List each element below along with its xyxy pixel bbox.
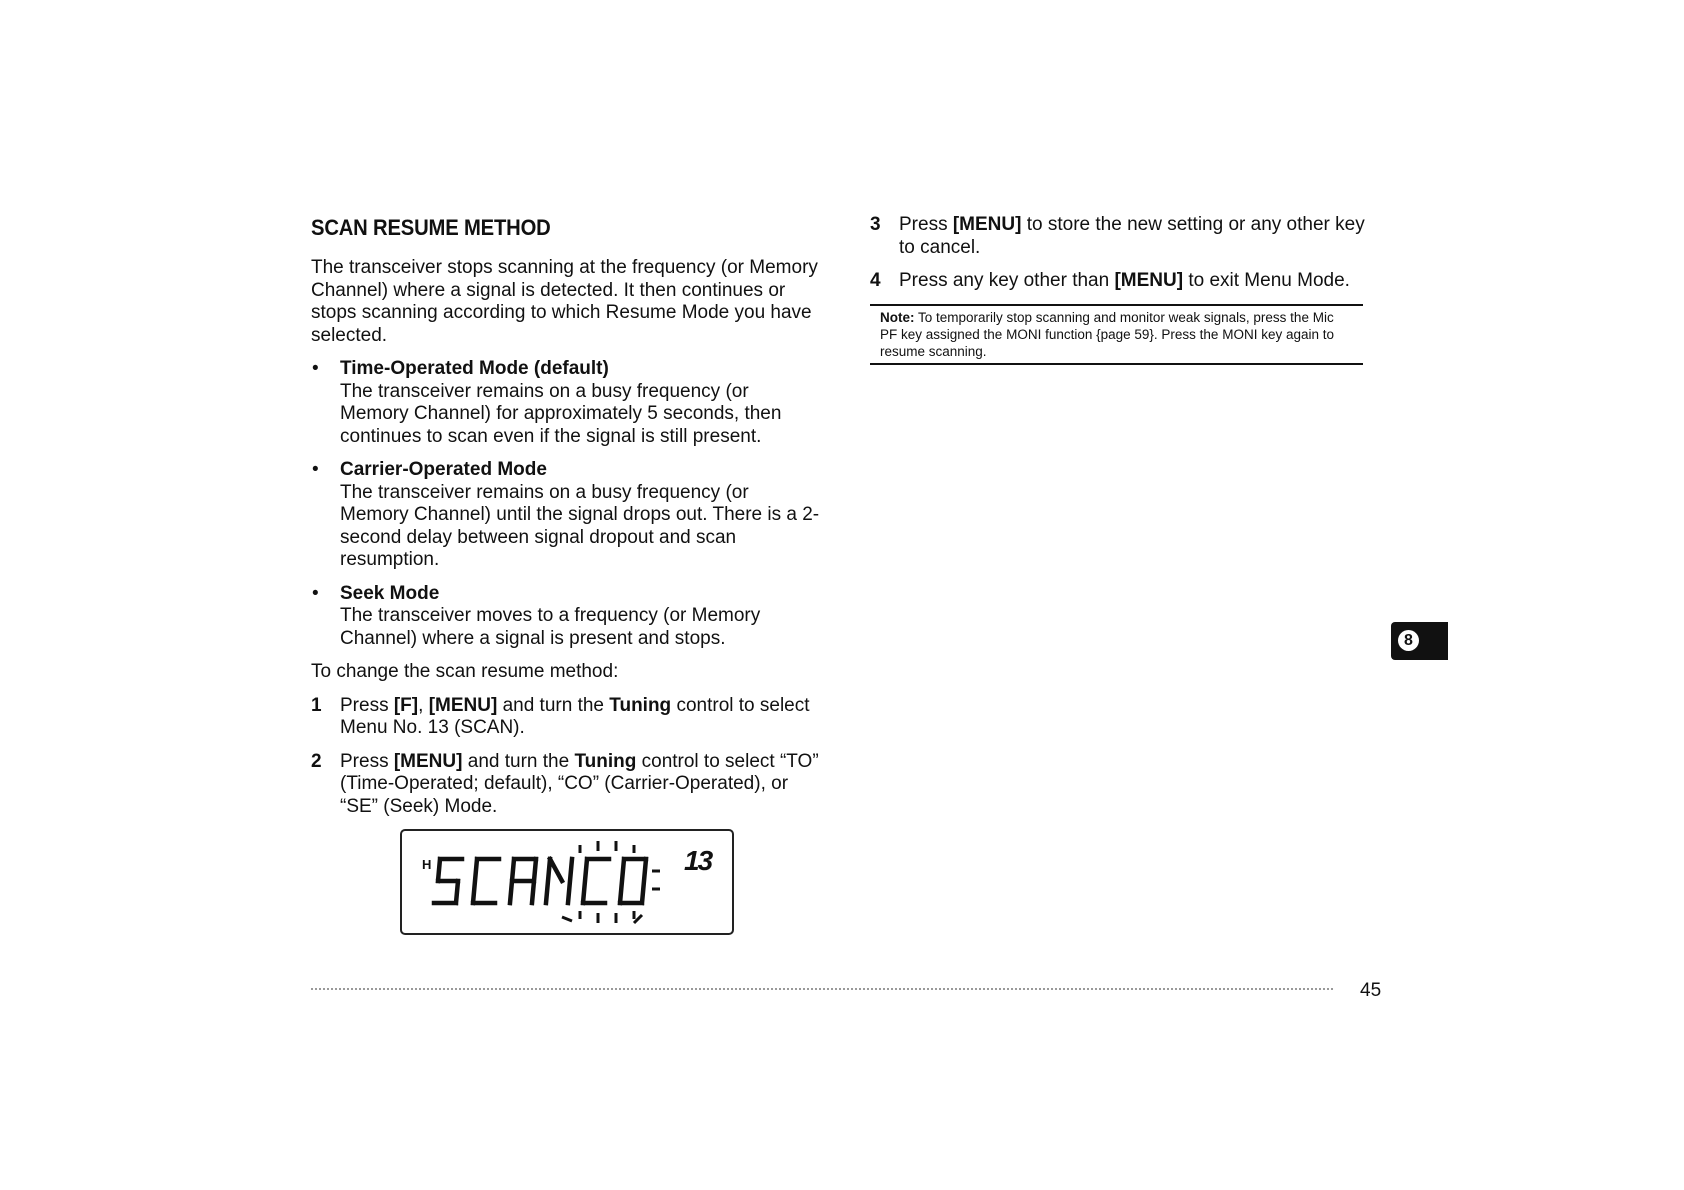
bullet-title: Seek Mode <box>340 582 440 604</box>
step-3: 3 Press [MENU] to store the new setting or any other key to cancel. <box>870 214 1365 258</box>
lcd-segment-graphic <box>402 831 732 933</box>
footer-dotted-rule <box>311 988 1333 990</box>
chapter-number: 8 <box>1398 630 1419 651</box>
left-steps <box>311 695 821 819</box>
bullet-title: Time-Operated Mode (default) <box>340 358 609 379</box>
step-number: 2 <box>311 750 322 772</box>
bullet-title: Carrier-Operated Mode <box>340 459 547 480</box>
lcd-menu-number: 13 <box>684 845 712 876</box>
bullet-text: The transceiver remains on a busy frequency (or Memory Channel) for approximately 5 seconds, then continues to scan even if the signal is still present. <box>340 380 782 447</box>
resume-mode-list <box>311 358 821 650</box>
section-heading: SCAN RESUME METHOD <box>311 215 551 240</box>
right-steps <box>870 214 1385 293</box>
bullet-dot: • <box>312 459 319 480</box>
list-item <box>311 459 821 572</box>
note-text: To temporarily stop scanning and monitor weak signals, press the Mic PF key assigned the MONI function {page 59}. Press the MONI key again to resume scanning. <box>880 309 1334 359</box>
note-box <box>870 304 1363 365</box>
note-label: Note: <box>880 309 915 325</box>
step-4: 4 Press any key other than [MENU] to exit Menu Mode. <box>870 270 1350 291</box>
key-menu: [MENU] <box>1114 270 1184 291</box>
key-menu: [MENU] <box>393 750 463 772</box>
lcd-indicator: H <box>422 857 432 872</box>
left-column <box>311 215 821 829</box>
key-menu: [MENU] <box>952 214 1022 235</box>
right-column <box>870 214 1385 365</box>
step-1: 1 Press [F], [MENU] and turn the Tuning control to select Menu No. 13 (SCAN). <box>311 694 810 738</box>
tuning-control-label: Tuning <box>609 694 672 716</box>
bullet-dot: • <box>312 582 319 604</box>
list-item <box>311 583 821 651</box>
tuning-control-label: Tuning <box>574 750 637 772</box>
chapter-tab <box>1391 622 1448 660</box>
bullet-text: The transceiver remains on a busy frequency (or Memory Channel) until the signal drops out. There is a 2-second delay between signal dropout and scan resumption. <box>340 481 820 570</box>
bullet-text: The transceiver moves to a frequency (or Memory Channel) where a signal is present and stops. <box>340 605 761 649</box>
step-2: 2 Press [MENU] and turn the Tuning control to select “TO” (Time-Operated; default), “CO” (Carrier-Operated), or “SE” (Seek) Mode. <box>311 750 819 817</box>
bullet-dot: • <box>312 358 319 379</box>
intro-paragraph: The transceiver stops scanning at the frequency (or Memory Channel) where a signal is detected. It then continues or stops scanning according to which Resume Mode you have selected. <box>311 257 818 346</box>
step-number: 1 <box>311 694 322 716</box>
key-f: [F] <box>393 694 419 716</box>
page-number: 45 <box>1360 980 1382 1001</box>
list-item <box>311 358 821 448</box>
change-method-intro: To change the scan resume method: <box>311 661 619 682</box>
step-number: 4 <box>870 270 881 291</box>
key-menu: [MENU] <box>428 694 498 716</box>
step-number: 3 <box>870 214 881 235</box>
lcd-display-illustration <box>400 829 734 935</box>
